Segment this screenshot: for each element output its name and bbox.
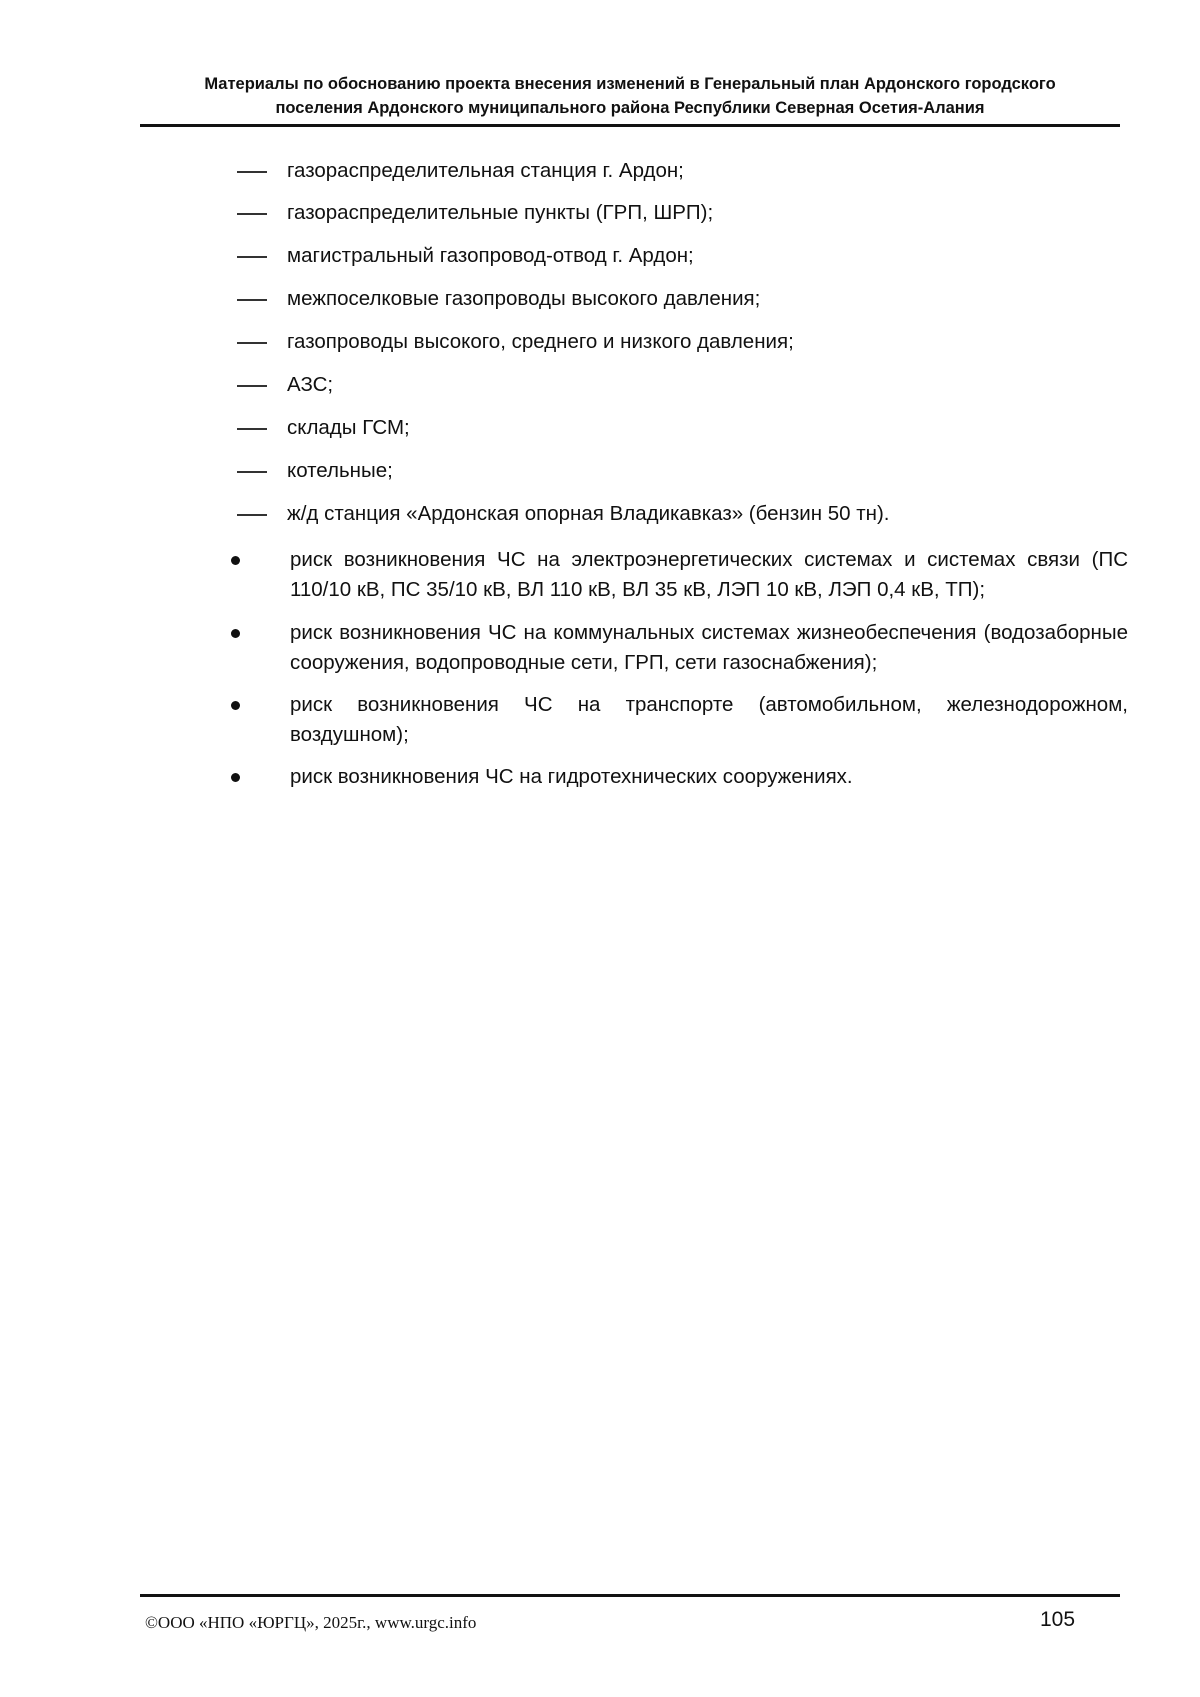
dash-list-item: [287, 243, 694, 269]
dash-marker: [237, 471, 267, 473]
dash-list-item-text: склады ГСМ;: [287, 416, 410, 439]
bullet-list-item: [290, 545, 1128, 605]
dash-marker: [237, 428, 267, 430]
dash-list-item: [287, 501, 889, 527]
bullet-list-item-text: риск возникновения ЧС на электроэнергетических системах и системах связи (ПС 110/10 кВ, ПС 35/10 кВ, ВЛ 110 кВ, ВЛ 35 кВ, ЛЭП 10 кВ, ЛЭП 0,4 кВ, ТП);: [290, 548, 1128, 601]
bullet-marker: [231, 701, 240, 710]
bullet-marker: [231, 629, 240, 638]
dash-list-item-text: газораспределительные пункты (ГРП, ШРП);: [287, 201, 714, 224]
header-line-1: Материалы по обоснованию проекта внесения изменений в Генеральный план Ардонского городского: [204, 75, 1056, 93]
dash-list-item-text: котельные;: [287, 459, 393, 482]
dash-marker: [237, 385, 267, 387]
page-header: [140, 72, 1120, 120]
page-number: 105: [1040, 1608, 1076, 1631]
bullet-list-item: [290, 690, 1128, 750]
footer-divider: [140, 1594, 1120, 1597]
dash-list-item-text: газораспределительная станция г. Ардон;: [287, 159, 684, 182]
dash-list-item-text: магистральный газопровод-отвод г. Ардон;: [287, 244, 694, 267]
dash-list-item-text: газопроводы высокого, среднего и низкого давления;: [287, 330, 794, 353]
dash-marker: [237, 299, 267, 301]
bullet-list-item: [290, 618, 1128, 678]
bullet-marker: [231, 556, 240, 565]
bullet-list-item: [290, 762, 1128, 792]
bullet-list-item-text: риск возникновения ЧС на коммунальных системах жизнеобеспечения (водозаборные сооружения, водопроводные сети, ГРП, сети газоснабжения);: [290, 621, 1128, 674]
dash-list-item-text: межпоселковые газопроводы высокого давления;: [287, 287, 761, 310]
dash-list-item: [287, 158, 684, 184]
dash-list-item: [287, 286, 760, 312]
header-divider: [140, 124, 1120, 127]
dash-list-item: [287, 415, 410, 441]
dash-marker: [237, 171, 267, 173]
dash-list-item: [287, 200, 713, 226]
dash-list-item: [287, 329, 794, 355]
dash-marker: [237, 514, 267, 516]
header-line-2: поселения Ардонского муниципального района Республики Северная Осетия-Алания: [275, 99, 985, 117]
bullet-marker: [231, 773, 240, 782]
bullet-list-item-text: риск возникновения ЧС на гидротехнических сооружениях.: [290, 765, 853, 788]
dash-list-item-text: АЗС;: [287, 373, 334, 396]
dash-list-item: [287, 372, 333, 398]
dash-list-item: [287, 458, 393, 484]
footer-copyright: ©ООО «НПО «ЮРГЦ», 2025г., www.urgc.info: [145, 1613, 477, 1632]
bullet-list-item-text: риск возникновения ЧС на транспорте (автомобильном, железнодорожном, воздушном);: [290, 693, 1128, 746]
dash-list-item-text: ж/д станция «Ардонская опорная Владикавказ» (бензин 50 тн).: [287, 502, 890, 525]
dash-marker: [237, 213, 267, 215]
dash-marker: [237, 342, 267, 344]
dash-marker: [237, 256, 267, 258]
